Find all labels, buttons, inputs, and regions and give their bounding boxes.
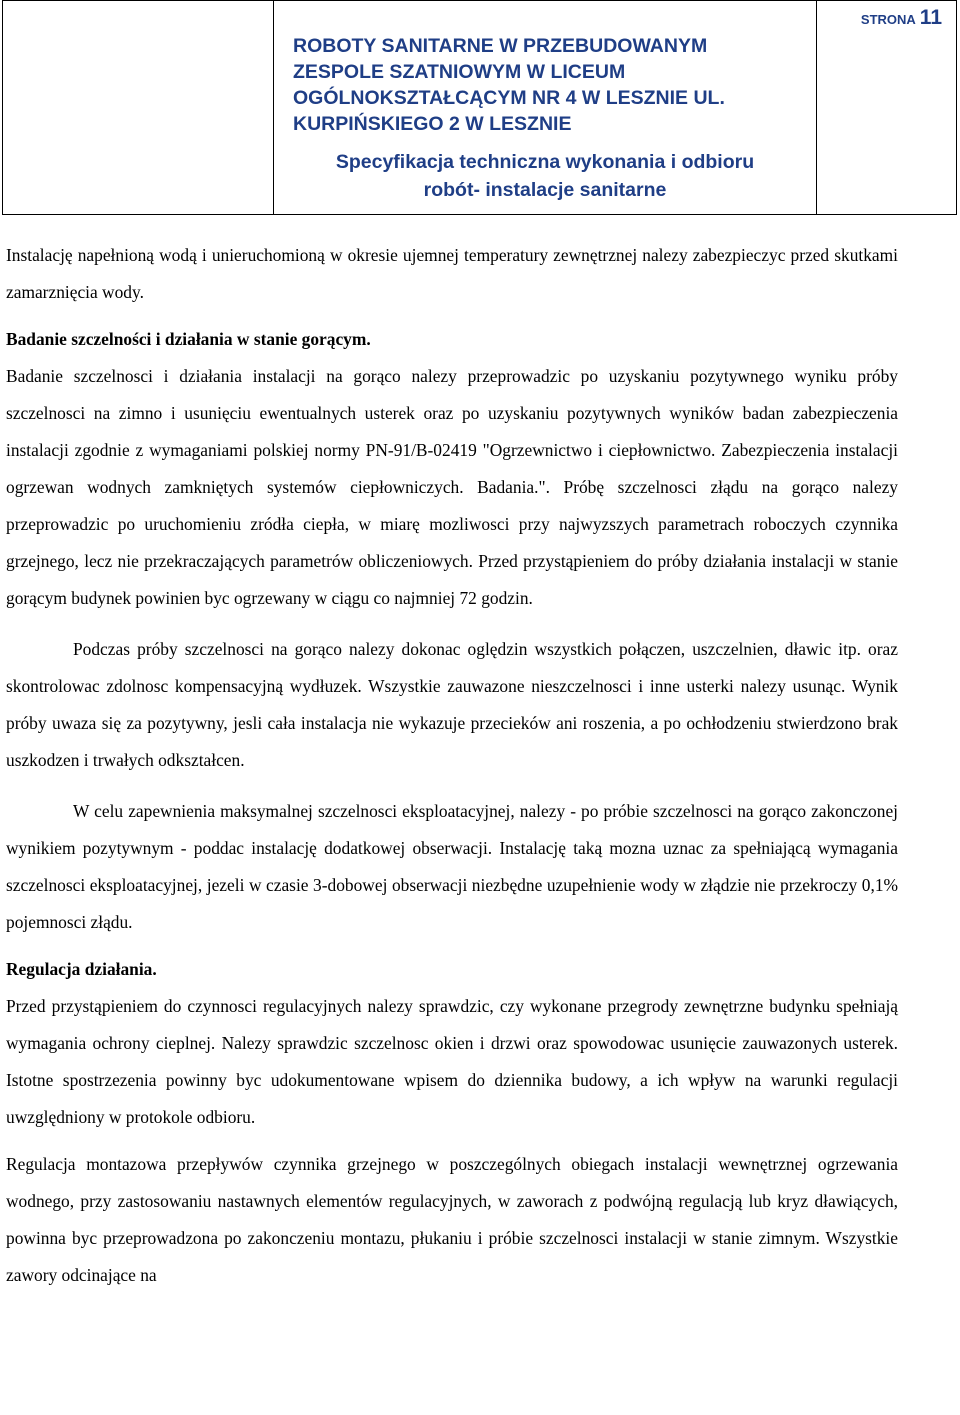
- paragraph: Regulacja montazowa przepływów czynnika grzejnego w poszczególnych obiegach instalacji wewnętrznej ogrzewania wodnego, przy zastosowaniu nastawnych elementów regulacyjnych, w zaworach z podwójną regulacją lub kryz dławiących, powinna byc przeprowadzona po zakonczeniu montazu, płukaniu i próbie szczelnosci instalacji w stanie zimnym. Wszystkie zawory odcinające na: [6, 1154, 898, 1285]
- paragraph: W celu zapewnienia maksymalnej szczelnosci eksploatacyjnej, nalezy - po próbie szczelnosci na gorąco zakonczonej wynikiem pozytywnym - poddac instalację dodatkowej obserwacji. Instalację taką mozna uznac za spełniającą wymagania szczelnosci eksploatacyjnej, jezeli w czasie 3-dobowej obserwacji niezbędne uzupełnienie wody w złądzie nie przekroczy 0,1% pojemnosci złądu.: [6, 801, 898, 932]
- page-word: STRONA: [860, 12, 916, 27]
- title-line: ZESPOLE SZATNIOWYM W LICEUM: [293, 61, 626, 83]
- document-subtitle: [274, 148, 816, 204]
- section-heading: Badanie szczelności i działania w stanie gorącym.: [6, 329, 371, 349]
- header-logo-cell: [3, 1, 274, 214]
- subtitle-line: robót- instalacje sanitarne: [423, 179, 667, 201]
- paragraph: Przed przystąpieniem do czynnosci regulacyjnych nalezy sprawdzic, czy wykonane przegrody zewnętrzne budynku spełniają wymagania ochrony cieplnej. Nalezy sprawdzic szczelnosc okien i drzwi oraz spowodowac usunięcie zauwazonych usterek. Istotne spostrzezenia powinny byc udokumentowane wpisem do dziennika budowy, a ich wpływ na warunki regulacji uwzględniony w protokole odbioru.: [6, 996, 898, 1127]
- page-number: 11: [919, 6, 942, 29]
- title-line: KURPIŃSKIEGO 2 W LESZNIE: [293, 113, 572, 135]
- document-body: [6, 237, 898, 1294]
- paragraph: Badanie szczelnosci i działania instalacji na gorąco nalezy przeprowadzic po uzyskaniu pozytywnego wyniku próby szczelnosci na zimno i usunięciu ewentualnych usterek oraz po uzyskaniu pozytywnych wyników badan zabezpieczenia instalacji zgodnie z wymaganiami polskiej normy PN-91/B-02419 "Ogrzewnictwo i ciepłownictwo. Zabezpieczenia instalacji ogrzewan wodnych zamkniętych systemów ciepłowniczych. Badania.". Próbę szczelnosci złądu na gorąco nalezy przeprowadzic po uruchomieniu zródła ciepła, w miarę mozliwosci przy najwyzszych parametrach roboczych czynnika grzejnego, lecz nie przekraczających parametrów obliczeniowych. Przed przystąpieniem do próby działania instalacji w stanie gorącym budynek powinien byc ogrzewany w ciągu co najmniej 72 godzin.: [6, 366, 898, 608]
- title-line: OGÓLNOKSZTAŁCĄCYM NR 4 W LESZNIE UL.: [293, 87, 725, 109]
- subtitle-line: Specyfikacja techniczna wykonania i odbioru: [335, 151, 755, 173]
- paragraph: Podczas próby szczelnosci na gorąco nalezy dokonac oględzin wszystkich połączen, uszczelnien, dławic itp. oraz skontrolowac zdolnosc kompensacyjną wydłuzek. Wszystkie zauwazone nieszczelnosci i inne usterki nalezy usunąc. Wynik próby uwaza się za pozytywny, jesli cała instalacja nie wykazuje przecieków ani roszenia, a po ochłodzeniu stwierdzono brak uszkodzen i trwałych odkształcen.: [6, 639, 898, 770]
- header-page-cell: [817, 1, 956, 214]
- header-title-cell: [274, 1, 817, 214]
- section-heading: Regulacja działania.: [6, 959, 157, 979]
- page-number-label: [861, 6, 942, 30]
- header-table: [2, 0, 957, 215]
- title-line: ROBOTY SANITARNE W PRZEBUDOWANYM: [293, 35, 708, 57]
- paragraph: Instalację napełnioną wodą i unieruchomioną w okresie ujemnej temperatury zewnętrznej nalezy zabezpieczyc przed skutkami zamarznięcia wody.: [6, 245, 898, 302]
- document-title: [293, 33, 813, 137]
